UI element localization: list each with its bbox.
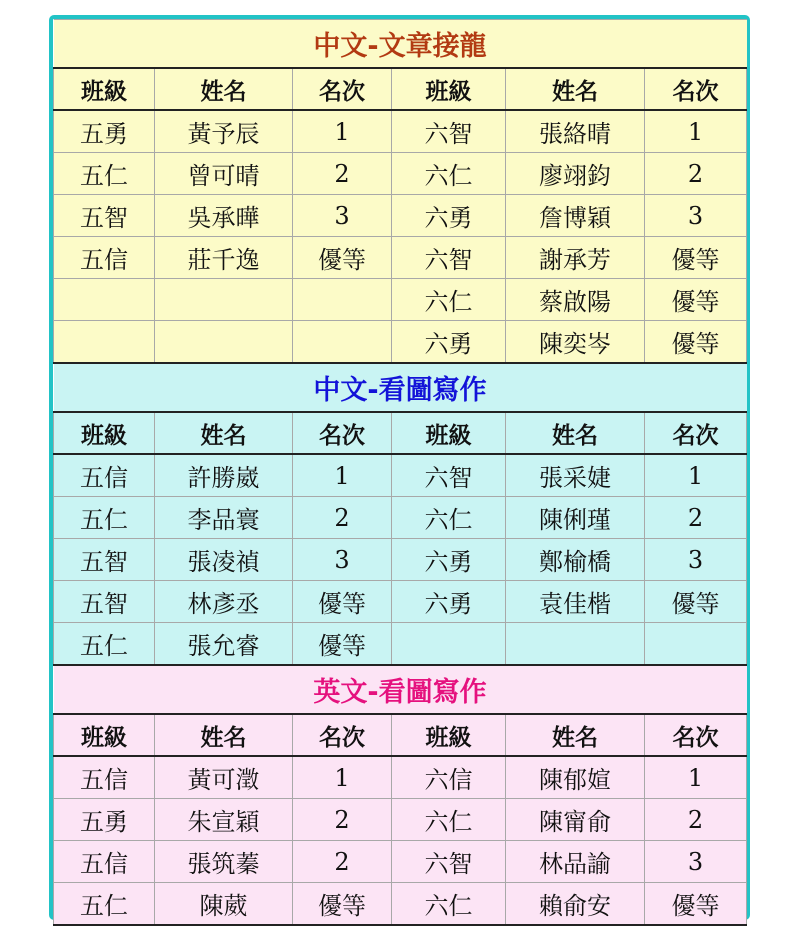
rank-cell: 1 [645, 454, 747, 497]
results-frame [49, 15, 750, 920]
rank-cell: 1 [293, 756, 392, 799]
table-row [54, 581, 747, 623]
class-cell: 五信 [54, 756, 155, 799]
class-cell: 六勇 [392, 539, 506, 581]
column-header: 班級 [392, 68, 506, 110]
name-cell [155, 321, 293, 364]
rank-cell: 1 [645, 110, 747, 153]
name-cell: 吳承曄 [155, 195, 293, 237]
name-cell: 莊千逸 [155, 237, 293, 279]
table-row [54, 799, 747, 841]
rank-cell: 1 [645, 756, 747, 799]
rank-cell: 2 [645, 497, 747, 539]
rank-cell: 優等 [293, 581, 392, 623]
name-cell: 賴俞安 [506, 883, 645, 926]
name-cell: 陳俐瑾 [506, 497, 645, 539]
column-header: 名次 [293, 412, 392, 454]
class-cell: 六仁 [392, 799, 506, 841]
table-row [54, 454, 747, 497]
rank-cell: 2 [645, 153, 747, 195]
name-cell [155, 279, 293, 321]
name-cell: 黃可澂 [155, 756, 293, 799]
column-header: 姓名 [155, 412, 293, 454]
rank-cell: 2 [293, 841, 392, 883]
section-title-row [54, 363, 747, 412]
rank-cell: 3 [645, 841, 747, 883]
name-cell: 林彥丞 [155, 581, 293, 623]
rank-cell: 1 [293, 454, 392, 497]
class-cell: 六仁 [392, 153, 506, 195]
name-cell: 黃予辰 [155, 110, 293, 153]
column-header: 名次 [293, 714, 392, 756]
class-cell: 五仁 [54, 623, 155, 666]
header-row [54, 68, 747, 110]
table-row [54, 110, 747, 153]
class-cell: 六勇 [392, 321, 506, 364]
table-row [54, 321, 747, 364]
column-header: 名次 [645, 412, 747, 454]
section-title: 中文-看圖寫作 [54, 363, 747, 412]
table-row [54, 153, 747, 195]
name-cell: 廖翊鈞 [506, 153, 645, 195]
section-title-row [54, 665, 747, 714]
class-cell: 六仁 [392, 883, 506, 926]
rank-cell: 優等 [645, 279, 747, 321]
column-header: 班級 [54, 68, 155, 110]
table-row [54, 539, 747, 581]
class-cell: 五勇 [54, 110, 155, 153]
rank-cell [293, 321, 392, 364]
column-header: 班級 [392, 714, 506, 756]
class-cell: 五仁 [54, 153, 155, 195]
name-cell: 許勝崴 [155, 454, 293, 497]
table-row [54, 237, 747, 279]
class-cell: 五信 [54, 237, 155, 279]
class-cell [392, 623, 506, 666]
rank-cell: 2 [293, 799, 392, 841]
class-cell: 五仁 [54, 883, 155, 926]
name-cell: 陳奕岑 [506, 321, 645, 364]
header-row [54, 714, 747, 756]
name-cell [506, 623, 645, 666]
table-row [54, 497, 747, 539]
column-header: 班級 [54, 412, 155, 454]
rank-cell: 2 [293, 153, 392, 195]
table-row [54, 195, 747, 237]
rank-cell: 2 [293, 497, 392, 539]
name-cell: 蔡啟陽 [506, 279, 645, 321]
column-header: 班級 [392, 412, 506, 454]
column-header: 姓名 [506, 412, 645, 454]
class-cell: 六智 [392, 454, 506, 497]
class-cell: 六智 [392, 110, 506, 153]
rank-cell: 3 [293, 539, 392, 581]
class-cell: 五智 [54, 581, 155, 623]
class-cell: 五仁 [54, 497, 155, 539]
column-header: 姓名 [506, 68, 645, 110]
name-cell: 詹博穎 [506, 195, 645, 237]
rank-cell: 3 [293, 195, 392, 237]
name-cell: 朱宣穎 [155, 799, 293, 841]
class-cell: 五信 [54, 841, 155, 883]
rank-cell: 優等 [293, 623, 392, 666]
class-cell [54, 321, 155, 364]
name-cell: 張采婕 [506, 454, 645, 497]
name-cell: 袁佳楷 [506, 581, 645, 623]
class-cell: 六勇 [392, 195, 506, 237]
class-cell: 六智 [392, 841, 506, 883]
class-cell [54, 279, 155, 321]
name-cell: 謝承芳 [506, 237, 645, 279]
rank-cell: 優等 [645, 581, 747, 623]
name-cell: 李品寰 [155, 497, 293, 539]
class-cell: 六仁 [392, 279, 506, 321]
section-title-row [54, 20, 747, 69]
table-row [54, 623, 747, 666]
class-cell: 六勇 [392, 581, 506, 623]
results-table [53, 19, 747, 926]
name-cell: 陳郁媗 [506, 756, 645, 799]
table-row [54, 883, 747, 926]
name-cell: 陳甯俞 [506, 799, 645, 841]
column-header: 姓名 [155, 68, 293, 110]
header-row [54, 412, 747, 454]
class-cell: 五信 [54, 454, 155, 497]
column-header: 姓名 [506, 714, 645, 756]
name-cell: 張絡晴 [506, 110, 645, 153]
name-cell: 林品諭 [506, 841, 645, 883]
class-cell: 六智 [392, 237, 506, 279]
class-cell: 五智 [54, 195, 155, 237]
table-row [54, 756, 747, 799]
rank-cell: 2 [645, 799, 747, 841]
column-header: 名次 [645, 714, 747, 756]
rank-cell: 優等 [293, 237, 392, 279]
class-cell: 六信 [392, 756, 506, 799]
class-cell: 五智 [54, 539, 155, 581]
rank-cell: 1 [293, 110, 392, 153]
class-cell: 六仁 [392, 497, 506, 539]
table-row [54, 279, 747, 321]
name-cell: 張凌禎 [155, 539, 293, 581]
column-header: 姓名 [155, 714, 293, 756]
table-row [54, 841, 747, 883]
rank-cell: 優等 [645, 321, 747, 364]
name-cell: 張筑蓁 [155, 841, 293, 883]
section-title: 中文-文章接龍 [54, 20, 747, 69]
name-cell: 張允睿 [155, 623, 293, 666]
column-header: 名次 [293, 68, 392, 110]
rank-cell: 優等 [645, 237, 747, 279]
section-title: 英文-看圖寫作 [54, 665, 747, 714]
rank-cell [645, 623, 747, 666]
rank-cell: 優等 [293, 883, 392, 926]
name-cell: 鄭榆橋 [506, 539, 645, 581]
rank-cell: 3 [645, 539, 747, 581]
rank-cell [293, 279, 392, 321]
class-cell: 五勇 [54, 799, 155, 841]
rank-cell: 3 [645, 195, 747, 237]
column-header: 班級 [54, 714, 155, 756]
name-cell: 曾可晴 [155, 153, 293, 195]
name-cell: 陳葳 [155, 883, 293, 926]
column-header: 名次 [645, 68, 747, 110]
rank-cell: 優等 [645, 883, 747, 926]
